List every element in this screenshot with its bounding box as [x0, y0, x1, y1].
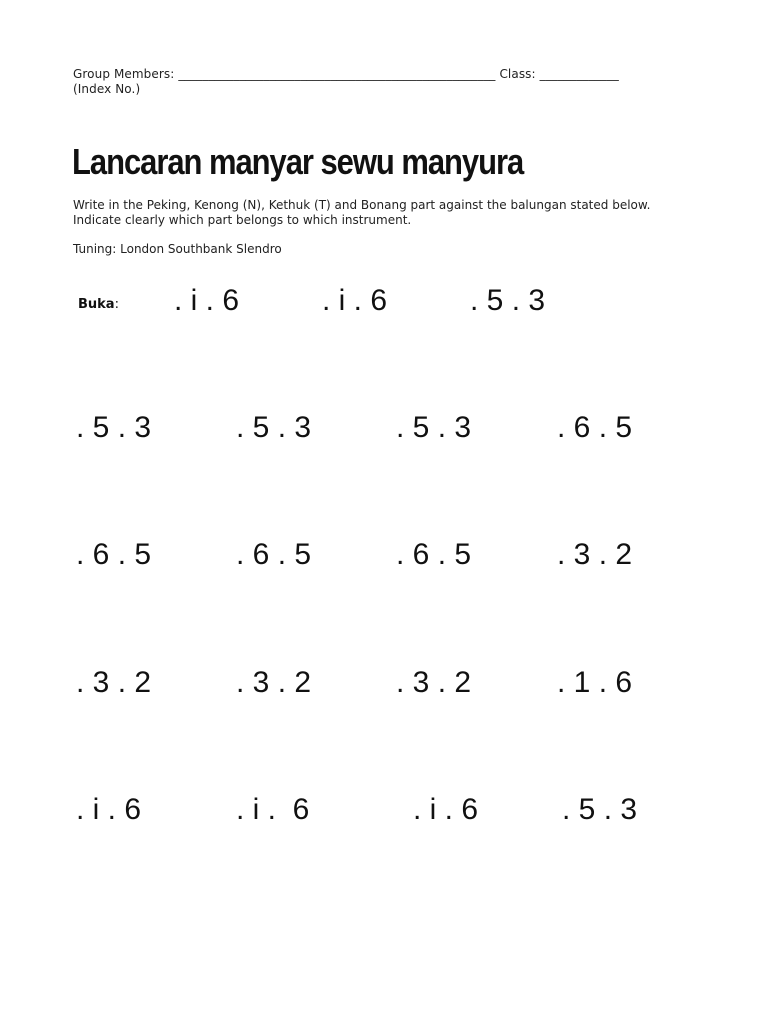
gatra: . i . 6 — [76, 793, 142, 826]
class-label: Class: — [499, 67, 536, 81]
gatra: . 6 . 5 — [557, 411, 633, 444]
gatra: . 3 . 2 — [557, 538, 633, 571]
gatra: . 6 . 5 — [396, 538, 472, 571]
tuning-text: Tuning: London Southbank Slendro — [73, 242, 282, 256]
gatra: . 5 . 3 — [396, 411, 472, 444]
gatra: . 3 . 2 — [396, 666, 472, 699]
buka-gatra-2: . i . 6 — [322, 284, 388, 317]
gatra: . 6 . 5 — [76, 538, 152, 571]
balungan-row-2 — [76, 537, 696, 573]
group-members-field[interactable]: ____________________________________________________ — [178, 67, 496, 81]
header — [73, 67, 713, 97]
buka-notation — [174, 283, 594, 319]
instructions-line-2: Indicate clearly which part belongs to which instrument. — [73, 213, 412, 227]
page-title: Lancaran manyar sewu manyura — [72, 141, 524, 182]
buka-gatra-3: . 5 . 3 — [470, 284, 546, 317]
instructions-line-1: Write in the Peking, Kenong (N), Kethuk (T) and Bonang part against the balungan stated below. — [73, 198, 651, 212]
balungan-row-1 — [76, 410, 696, 446]
gatra: . 3 . 2 — [76, 666, 152, 699]
gatra: . i . 6 — [236, 793, 310, 826]
buka-label-text: Buka — [78, 297, 115, 312]
gatra: . 3 . 2 — [236, 666, 312, 699]
gatra: . 1 . 6 — [557, 666, 633, 699]
class-field[interactable]: _____________ — [539, 67, 619, 81]
gatra: . 6 . 5 — [236, 538, 312, 571]
instructions — [73, 198, 713, 228]
buka-label-colon: : — [114, 297, 119, 312]
buka-gatra-1: . i . 6 — [174, 284, 240, 317]
group-members-label: Group Members: — [73, 67, 175, 81]
index-label: (Index No.) — [73, 82, 141, 96]
buka-label — [78, 296, 119, 314]
balungan-row-4 — [76, 792, 696, 828]
gatra: . i . 6 — [413, 793, 479, 826]
gatra: . 5 . 3 — [562, 793, 638, 826]
header-line-1 — [73, 67, 713, 82]
gatra: . 5 . 3 — [76, 411, 152, 444]
balungan-row-3 — [76, 665, 696, 701]
gatra: . 5 . 3 — [236, 411, 312, 444]
